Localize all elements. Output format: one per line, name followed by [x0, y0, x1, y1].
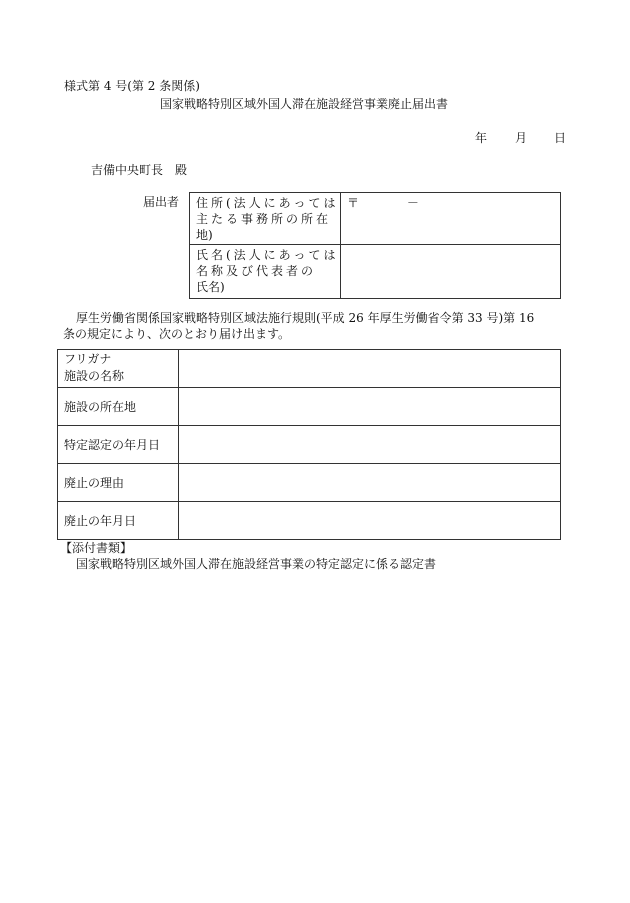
address-value-cell[interactable]	[341, 193, 561, 245]
abolished-date-label: 廃止の年月日	[58, 502, 179, 540]
date-month: 月	[515, 131, 528, 145]
address-label-cell	[190, 193, 341, 245]
certified-date-label: 特定認定の年月日	[58, 426, 179, 464]
furigana-label: フリガナ	[64, 352, 112, 366]
statement-line-2: 条の規定により、次のとおり届け出ます。	[63, 327, 291, 341]
attachments-heading: 【添付書類】	[60, 541, 133, 555]
date-day: 日	[554, 131, 567, 145]
abolished-date-value[interactable]	[179, 502, 561, 540]
facility-table	[57, 349, 561, 540]
date-year: 年	[475, 131, 488, 145]
facility-name-label: 施設の名称	[64, 369, 125, 383]
postal-dash: －	[406, 196, 419, 210]
address-label-line-1: 住所(法人にあっては	[196, 196, 339, 210]
notifier-table	[189, 192, 561, 299]
notifier-label: 届出者	[143, 195, 180, 209]
facility-name-value[interactable]	[179, 350, 561, 388]
addressee: 吉備中央町長 殿	[91, 163, 188, 177]
location-value[interactable]	[179, 388, 561, 426]
name-label-cell	[190, 245, 341, 299]
name-value-cell[interactable]	[341, 245, 561, 299]
address-label-line-2: 主たる事務所の所在	[196, 212, 332, 226]
address-label-line-3: 地)	[196, 228, 213, 242]
reason-value[interactable]	[179, 464, 561, 502]
form-number: 様式第 4 号(第 2 条関係)	[64, 79, 200, 93]
name-label-line-2: 名称及び代表者の	[196, 264, 317, 278]
attachment-item: 国家戦略特別区域外国人滞在施設経営事業の特定認定に係る認定書	[76, 557, 437, 571]
certified-date-value[interactable]	[179, 426, 561, 464]
name-label-line-1: 氏名(法人にあっては	[196, 248, 339, 262]
postal-mark: 〒	[347, 196, 360, 210]
statement-line-1: 厚生労働省関係国家戦略特別区域法施行規則(平成 26 年厚生労働省令第 33 号)第 16	[76, 311, 535, 325]
name-label-line-3: 氏名)	[196, 280, 225, 294]
facility-name-label-cell	[58, 350, 179, 388]
reason-label: 廃止の理由	[58, 464, 179, 502]
postal-code-field[interactable]	[341, 193, 560, 211]
location-label: 施設の所在地	[58, 388, 179, 426]
document-title: 国家戦略特別区域外国人滞在施設経営事業廃止届出書	[160, 97, 449, 111]
